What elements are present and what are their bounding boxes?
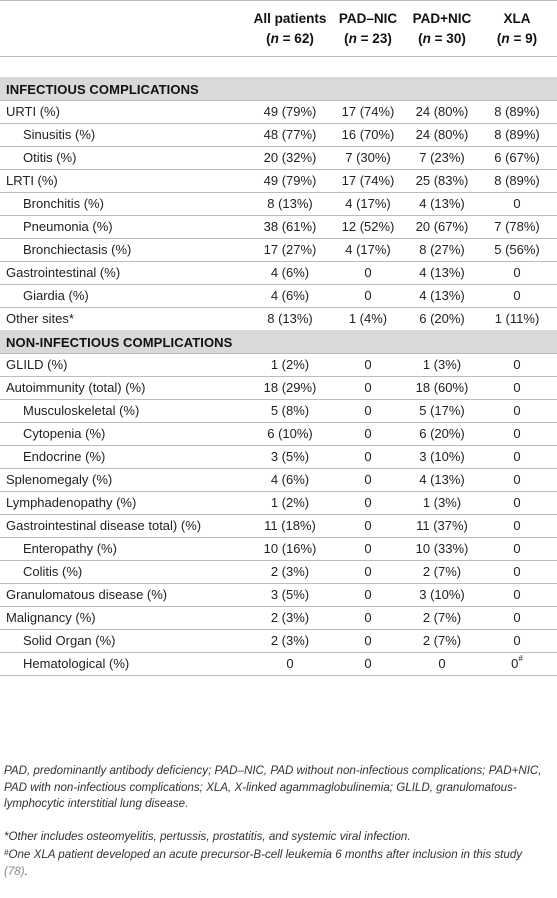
table-cell	[483, 219, 551, 234]
cell-value: 8 (89%)	[494, 127, 540, 142]
row-label: Musculoskeletal (%)	[23, 403, 140, 418]
row-label: URTI (%)	[6, 104, 60, 119]
row-label: Autoimmunity (total) (%)	[6, 380, 146, 395]
cell-value: 6 (20%)	[419, 311, 465, 326]
table-cell	[245, 380, 335, 395]
table-cell	[245, 564, 335, 579]
cell-value: 6 (20%)	[419, 426, 465, 441]
cell-value: 2 (7%)	[422, 564, 462, 579]
table-cell	[335, 242, 401, 257]
row-label: Giardia (%)	[23, 288, 89, 303]
cell-value: 8 (89%)	[494, 104, 540, 119]
table-cell	[335, 541, 401, 556]
column-header-count: (n = 62)	[266, 31, 314, 46]
table-row	[0, 422, 557, 445]
table-row	[0, 307, 557, 330]
cell-value: 4 (13%)	[419, 472, 465, 487]
table-cell	[483, 587, 551, 602]
cell-value: 0	[364, 426, 372, 441]
column-header-title: PAD+NIC	[412, 11, 472, 26]
table-row	[0, 169, 557, 192]
table-cell	[401, 219, 483, 234]
row-label: Pneumonia (%)	[23, 219, 113, 234]
row-divider	[0, 675, 557, 676]
row-label: LRTI (%)	[6, 173, 58, 188]
table-row	[0, 629, 557, 652]
cell-value: 0	[513, 265, 521, 280]
table-cell	[483, 380, 551, 395]
cell-value: 0	[364, 610, 372, 625]
table-cell	[245, 610, 335, 625]
cell-value: 25 (83%)	[415, 173, 469, 188]
cell-value: 49 (79%)	[263, 104, 317, 119]
table-cell	[483, 173, 551, 188]
section-header	[0, 77, 557, 100]
table-cell	[483, 311, 551, 326]
cell-value: 3 (10%)	[419, 449, 465, 464]
table-row	[0, 353, 557, 376]
row-label: Colitis (%)	[23, 564, 83, 579]
table-cell	[245, 150, 335, 165]
cell-value: 16 (70%)	[341, 127, 395, 142]
cell-value: 38 (61%)	[263, 219, 317, 234]
cell-value: 18 (29%)	[263, 380, 317, 395]
cell-value: 18 (60%)	[415, 380, 469, 395]
table-cell	[245, 265, 335, 280]
table-cell	[401, 403, 483, 418]
column-header-3	[401, 9, 483, 49]
table-cell	[335, 472, 401, 487]
table-cell	[335, 150, 401, 165]
cell-value: 24 (80%)	[415, 104, 469, 119]
cell-value: 0	[364, 449, 372, 464]
table-cell	[245, 242, 335, 257]
table-cell	[335, 426, 401, 441]
table-cell	[335, 564, 401, 579]
table-cell	[483, 564, 551, 579]
table-row	[0, 399, 557, 422]
column-header-4	[483, 9, 551, 49]
table-row	[0, 606, 557, 629]
table-cell	[401, 564, 483, 579]
row-label: Hematological (%)	[23, 656, 130, 671]
table-cell	[335, 495, 401, 510]
table-cell	[401, 449, 483, 464]
column-header-2	[335, 9, 401, 49]
cell-value: 7 (23%)	[419, 150, 465, 165]
table-cell	[335, 380, 401, 395]
cell-value: 0	[364, 265, 372, 280]
column-header-title: PAD–NIC	[338, 11, 398, 26]
cell-value: 2 (7%)	[422, 633, 462, 648]
table-cell	[483, 403, 551, 418]
cell-value: 5 (8%)	[270, 403, 310, 418]
row-label: Splenomegaly (%)	[6, 472, 113, 487]
table-cell	[245, 472, 335, 487]
cell-value: 0	[513, 587, 521, 602]
row-label: GLILD (%)	[6, 357, 68, 372]
cell-value: 0	[364, 288, 372, 303]
cell-value: 0	[513, 449, 521, 464]
table-row	[0, 468, 557, 491]
table-row	[0, 192, 557, 215]
cell-value: 12 (52%)	[341, 219, 395, 234]
table-row	[0, 100, 557, 123]
cell-value: 0	[364, 380, 372, 395]
table-cell	[245, 311, 335, 326]
cell-value: 0	[513, 633, 521, 648]
table-cell	[335, 104, 401, 119]
cell-value: 4 (13%)	[419, 288, 465, 303]
table-row	[0, 284, 557, 307]
cell-value: 0	[513, 196, 521, 211]
table-row	[0, 583, 557, 606]
cell-value: 1 (11%)	[494, 311, 540, 326]
cell-value: 0	[364, 587, 372, 602]
table-cell	[401, 357, 483, 372]
table-row	[0, 123, 557, 146]
table-cell	[401, 196, 483, 211]
table-cell	[401, 541, 483, 556]
row-label: Enteropathy (%)	[23, 541, 117, 556]
table-cell	[335, 403, 401, 418]
row-label: Endocrine (%)	[23, 449, 106, 464]
table-cell	[245, 495, 335, 510]
table-cell	[401, 127, 483, 142]
table-row	[0, 146, 557, 169]
cell-value: 6 (10%)	[267, 426, 313, 441]
table-row	[0, 491, 557, 514]
table-row	[0, 445, 557, 468]
cell-value: 3 (5%)	[270, 449, 310, 464]
table-cell	[401, 265, 483, 280]
table-cell	[483, 518, 551, 533]
table-cell	[483, 633, 551, 648]
footnote-marker: #	[518, 654, 523, 663]
row-label: Sinusitis (%)	[23, 127, 96, 142]
table-cell	[335, 173, 401, 188]
cell-value: 0	[364, 633, 372, 648]
row-label: Bronchitis (%)	[23, 196, 104, 211]
table-cell	[401, 311, 483, 326]
footnote-period: .	[24, 864, 28, 878]
row-label: Solid Organ (%)	[23, 633, 116, 648]
table-cell	[335, 357, 401, 372]
column-header-count: (n = 9)	[496, 31, 538, 46]
cell-value: 4 (17%)	[345, 242, 391, 257]
cell-value: 0	[513, 288, 521, 303]
table-cell	[483, 357, 551, 372]
table-cell	[335, 518, 401, 533]
table-cell	[335, 196, 401, 211]
table-cell	[401, 656, 483, 671]
table-cell	[245, 449, 335, 464]
table-cell	[245, 357, 335, 372]
footnote-abbreviations-text: PAD, predominantly antibody deficiency; PAD–NIC, PAD without non-infectious complications; PAD+NIC, PAD with non-infectious complications; XLA, X-linked agammaglobulinemia; GLILD, granulomatous-lymphocytic interstitial lung disease.	[4, 764, 542, 810]
cell-value: 8 (13%)	[267, 311, 313, 326]
table-cell	[483, 610, 551, 625]
table-row	[0, 537, 557, 560]
table-cell	[245, 219, 335, 234]
table-cell	[335, 127, 401, 142]
cell-value: 24 (80%)	[415, 127, 469, 142]
section-title: NON-INFECTIOUS COMPLICATIONS	[6, 335, 233, 350]
table-cell	[245, 104, 335, 119]
table-cell	[401, 426, 483, 441]
table-cell	[335, 449, 401, 464]
table-cell	[335, 265, 401, 280]
cell-value: 0	[364, 472, 372, 487]
row-label: Gastrointestinal disease total) (%)	[6, 518, 202, 533]
cell-value: 1 (2%)	[270, 495, 310, 510]
cell-value: 17 (27%)	[263, 242, 317, 257]
table-cell	[245, 633, 335, 648]
cell-value: 0	[364, 564, 372, 579]
table-cell	[245, 403, 335, 418]
row-divider	[0, 56, 557, 57]
cell-value: 2 (3%)	[270, 633, 310, 648]
cell-value: 4 (13%)	[419, 265, 465, 280]
cell-value: 17 (74%)	[341, 104, 395, 119]
section-header	[0, 330, 557, 353]
row-label: Cytopenia (%)	[23, 426, 106, 441]
cell-value: 11 (37%)	[416, 518, 468, 533]
table-cell	[335, 219, 401, 234]
row-label: Lymphadenopathy (%)	[6, 495, 137, 510]
cell-value: 1 (3%)	[422, 495, 462, 510]
column-header-count: (n = 23)	[344, 31, 392, 46]
top-rule	[0, 0, 557, 1]
table-cell	[245, 426, 335, 441]
cell-value: 7 (30%)	[345, 150, 391, 165]
table-cell	[335, 288, 401, 303]
cell-value: 10 (33%)	[415, 541, 469, 556]
cell-value: 1 (3%)	[422, 357, 462, 372]
table-cell	[483, 472, 551, 487]
table-cell	[483, 265, 551, 280]
table-cell	[335, 587, 401, 602]
table-cell	[401, 495, 483, 510]
footnote-hematological-text: One XLA patient developed an acute precursor-B-cell leukemia 6 months after inclusion in this study	[8, 848, 523, 861]
cell-value: 0	[513, 357, 521, 372]
cell-value: 20 (67%)	[415, 219, 469, 234]
footnote-other-sites-text: *Other includes osteomyelitis, pertussis, prostatitis, and systemic viral infection.	[4, 830, 411, 843]
cell-value: 0	[364, 403, 372, 418]
table-cell	[401, 587, 483, 602]
row-label: Gastrointestinal (%)	[6, 265, 121, 280]
cell-value: 4 (6%)	[270, 265, 310, 280]
table-cell	[483, 656, 551, 671]
table-cell	[245, 127, 335, 142]
cell-value: 10 (16%)	[263, 541, 317, 556]
cell-value: 2 (3%)	[270, 610, 310, 625]
cell-value: 4 (13%)	[419, 196, 465, 211]
cell-value: 0	[364, 656, 372, 671]
cell-value: 0	[513, 403, 521, 418]
cell-value: 0	[513, 426, 521, 441]
table-cell	[245, 518, 335, 533]
table-cell	[335, 656, 401, 671]
cell-value: 48 (77%)	[263, 127, 317, 142]
footnote-marker: #	[4, 848, 9, 857]
table-cell	[245, 173, 335, 188]
table-cell	[483, 495, 551, 510]
table-cell	[483, 150, 551, 165]
table-cell	[483, 127, 551, 142]
column-header-title: XLA	[503, 11, 531, 26]
cell-value: 0	[364, 541, 372, 556]
cell-value: 4 (6%)	[270, 288, 310, 303]
cell-value: 4 (17%)	[345, 196, 391, 211]
table-cell	[335, 633, 401, 648]
cell-value: 0	[513, 564, 521, 579]
cell-value: 20 (32%)	[263, 150, 317, 165]
section-title: INFECTIOUS COMPLICATIONS	[6, 82, 199, 97]
cell-value: 0	[513, 518, 521, 533]
footnote-abbreviations	[4, 763, 549, 813]
cell-value: 0	[513, 610, 521, 625]
footnote-other-sites	[4, 829, 549, 846]
table-row	[0, 261, 557, 284]
footnote-hematological	[4, 847, 549, 880]
cell-value: 0	[513, 541, 521, 556]
cell-value: 6 (67%)	[494, 150, 540, 165]
table-row	[0, 376, 557, 399]
cell-value: 2 (7%)	[422, 610, 462, 625]
cell-value: 0	[364, 357, 372, 372]
row-label: Malignancy (%)	[6, 610, 96, 625]
table-cell	[245, 196, 335, 211]
column-header-title: All patients	[253, 11, 327, 26]
cell-value: 0	[364, 518, 372, 533]
cell-value: 0	[513, 380, 521, 395]
table-cell	[401, 242, 483, 257]
row-label: Bronchiectasis (%)	[23, 242, 132, 257]
cell-value: 7 (78%)	[494, 219, 540, 234]
table-cell	[401, 610, 483, 625]
table-cell	[245, 656, 335, 671]
cell-value: 0	[364, 495, 372, 510]
cell-value: 3 (5%)	[270, 587, 310, 602]
cell-value: 0	[513, 495, 521, 510]
cell-value: 0	[513, 472, 521, 487]
cell-value: 8 (89%)	[494, 173, 540, 188]
table-cell	[335, 610, 401, 625]
table-cell	[245, 587, 335, 602]
reference-link[interactable]: (78)	[4, 864, 25, 878]
cell-value: 0	[511, 656, 519, 671]
table-cell	[401, 518, 483, 533]
table-row	[0, 238, 557, 261]
table-cell	[401, 104, 483, 119]
table-cell	[483, 449, 551, 464]
table-cell	[483, 196, 551, 211]
table-cell	[401, 150, 483, 165]
table-cell	[483, 426, 551, 441]
table-cell	[401, 288, 483, 303]
table-row	[0, 514, 557, 537]
table-cell	[245, 288, 335, 303]
table-cell	[483, 104, 551, 119]
row-label: Otitis (%)	[23, 150, 77, 165]
table-cell	[483, 288, 551, 303]
cell-value: 0	[286, 656, 294, 671]
table-cell	[401, 472, 483, 487]
table-cell	[401, 633, 483, 648]
cell-value: 4 (6%)	[270, 472, 310, 487]
cell-value: 2 (3%)	[270, 564, 310, 579]
cell-value: 0	[438, 656, 446, 671]
table-cell	[401, 173, 483, 188]
table-row	[0, 215, 557, 238]
row-label: Granulomatous disease (%)	[6, 587, 168, 602]
column-header-1	[245, 9, 335, 49]
row-label: Other sites*	[6, 311, 74, 326]
cell-value: 5 (56%)	[494, 242, 540, 257]
cell-value: 17 (74%)	[341, 173, 395, 188]
column-header-count: (n = 30)	[418, 31, 466, 46]
table-row	[0, 652, 557, 675]
cell-value: 8 (13%)	[267, 196, 313, 211]
cell-value: 5 (17%)	[419, 403, 465, 418]
table-cell	[483, 541, 551, 556]
table-cell	[335, 311, 401, 326]
table-cell	[401, 380, 483, 395]
cell-value: 3 (10%)	[419, 587, 465, 602]
cell-value: 49 (79%)	[263, 173, 317, 188]
cell-value: 11 (18%)	[264, 518, 316, 533]
table-cell	[483, 242, 551, 257]
cell-value: 8 (27%)	[419, 242, 465, 257]
cell-value: 1 (4%)	[348, 311, 388, 326]
table-row	[0, 560, 557, 583]
cell-value: 1 (2%)	[270, 357, 310, 372]
table-cell	[245, 541, 335, 556]
